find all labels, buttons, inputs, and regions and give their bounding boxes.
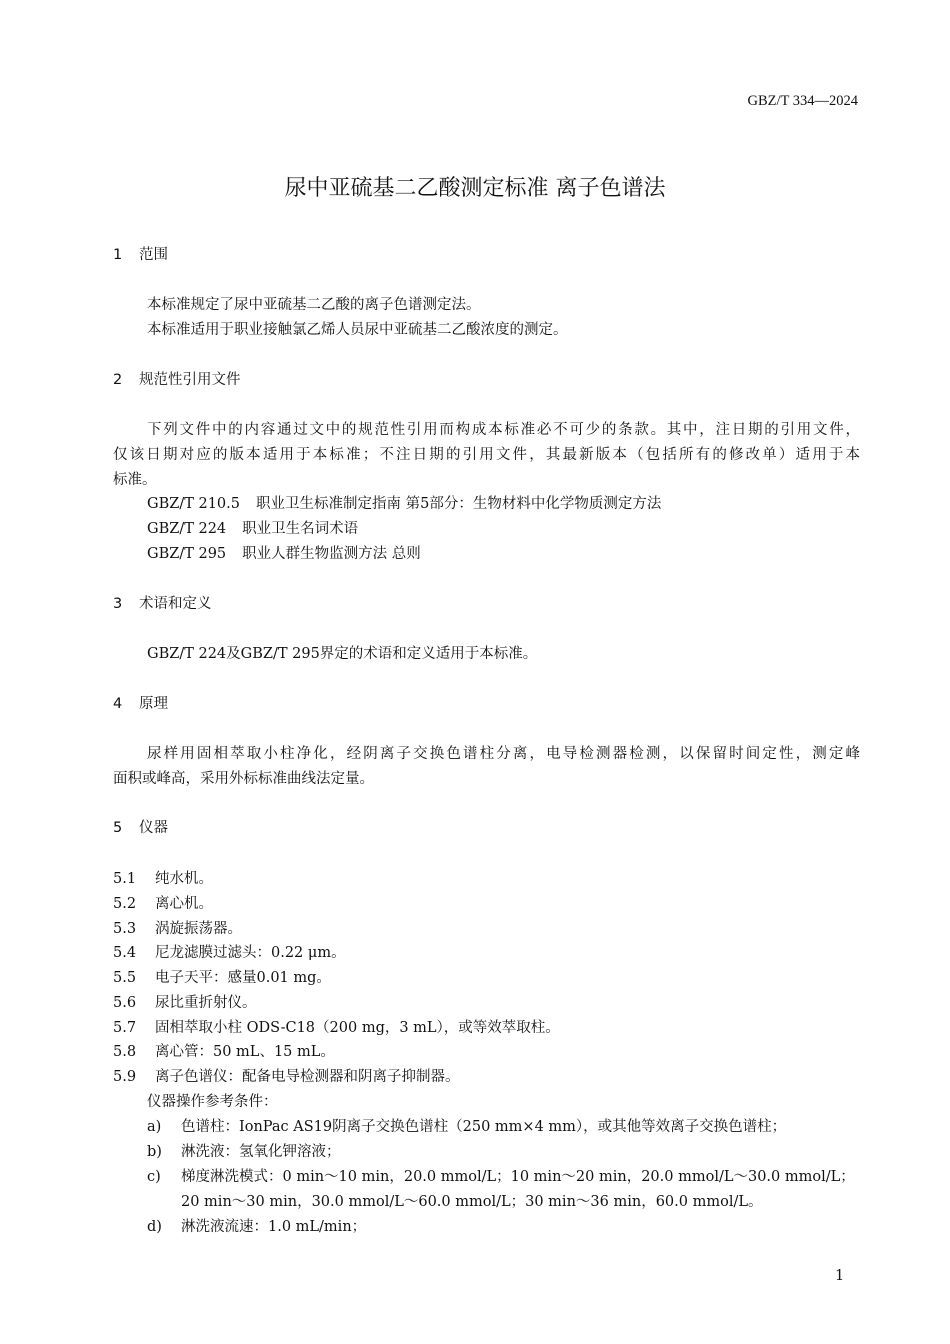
clause-number: 5.7 — [113, 1019, 137, 1036]
clause-text: 尿比重折射仪。 — [155, 994, 257, 1011]
paragraph-line: 尿样用固相萃取小柱净化，经阴离子交换色谱柱分离，电导检测器检测，以保留时间定性，测定峰 — [147, 746, 860, 762]
clause-number: 5.3 — [113, 920, 137, 937]
condition-item — [147, 1117, 786, 1137]
paragraph: 本标准规定了尿中亚硫基二乙酸的离子色谱测定法。 — [147, 297, 481, 313]
section-title: 规范性引用文件 — [139, 372, 241, 388]
paragraph: GBZ/T 224及GBZ/T 295界定的术语和定义适用于本标准。 — [147, 646, 538, 662]
reference-item — [147, 544, 421, 564]
condition-item — [147, 1217, 366, 1237]
clause-number: 5.1 — [113, 871, 137, 887]
instrument-clause — [113, 1067, 460, 1087]
reference-code: GBZ/T 224 — [147, 521, 227, 537]
item-text: 色谱柱：IonPac AS19阴离子交换色谱柱（250 mm×4 mm），或其他等效离子交换色谱柱； — [181, 1119, 787, 1135]
clause-number: 5.9 — [113, 1069, 137, 1085]
clause-number: 5.6 — [113, 994, 137, 1011]
reference-title: 职业卫生标准制定指南 第5部分：生物材料中化学物质测定方法 — [256, 496, 662, 512]
section-title: 范围 — [139, 247, 168, 263]
clause-text: 纯水机。 — [155, 871, 213, 887]
conditions-label: 仪器操作参考条件： — [147, 1094, 278, 1110]
condition-item — [147, 1167, 855, 1187]
reference-title: 职业人群生物监测方法 总则 — [242, 546, 421, 562]
condition-item-continuation: 20 min～30 min，30.0 mmol/L～60.0 mmol/L；30 min～36 min，60.0 mmol/L。 — [181, 1194, 763, 1210]
item-marker: b) — [147, 1144, 162, 1160]
section-number: 4 — [113, 696, 123, 712]
section-heading-normative-references — [113, 370, 241, 390]
clause-text: 离心管：50 mL、15 mL。 — [155, 1044, 335, 1061]
section-heading-terms — [113, 594, 212, 614]
section-title: 原理 — [139, 696, 168, 712]
clause-number: 5.4 — [113, 945, 137, 962]
item-text: 淋洗液：氢氧化钾溶液； — [181, 1144, 341, 1160]
section-heading-principle — [113, 694, 168, 714]
section-title: 术语和定义 — [139, 596, 212, 612]
item-marker: a) — [147, 1119, 162, 1135]
reference-item — [147, 519, 358, 539]
instrument-clause — [113, 919, 242, 939]
section-heading-instruments — [113, 818, 168, 838]
reference-title: 职业卫生名词术语 — [242, 521, 359, 537]
clause-text: 离心机。 — [155, 895, 213, 912]
instrument-clause — [113, 993, 257, 1013]
clause-text: 尼龙滤膜过滤头：0.22 μm。 — [155, 945, 346, 962]
clause-number: 5.5 — [113, 970, 137, 986]
item-marker: c) — [147, 1169, 161, 1185]
clause-text: 离子色谱仪：配备电导检测器和阴离子抑制器。 — [155, 1069, 460, 1085]
clause-text: 涡旋振荡器。 — [155, 920, 242, 937]
section-number: 5 — [113, 820, 123, 836]
instrument-clause — [113, 968, 331, 988]
section-heading-scope — [113, 245, 168, 265]
instrument-clause — [113, 943, 346, 963]
paragraph-line: 下列文件中的内容通过文中的规范性引用而构成本标准必不可少的条款。其中，注日期的引用文件， — [147, 422, 860, 438]
instrument-clause — [113, 1018, 560, 1038]
section-number: 1 — [113, 247, 123, 263]
standard-code: GBZ/T 334—2024 — [747, 93, 858, 109]
instrument-clause — [113, 1042, 335, 1062]
clause-text: 固相萃取小柱 ODS-C18（200 mg，3 mL），或等效萃取柱。 — [155, 1019, 560, 1036]
clause-number: 5.2 — [113, 895, 137, 912]
item-text: 淋洗液流速：1.0 mL/min； — [181, 1219, 367, 1235]
clause-number: 5.8 — [113, 1044, 137, 1061]
section-number: 2 — [113, 372, 123, 388]
paragraph: 本标准适用于职业接触氯乙烯人员尿中亚硫基二乙酸浓度的测定。 — [147, 322, 568, 338]
paragraph-line: 面积或峰高，采用外标标准曲线法定量。 — [113, 771, 374, 787]
paragraph-line: 仅该日期对应的版本适用于本标准；不注日期的引用文件，其最新版本（包括所有的修改单）适用于本 — [113, 447, 860, 463]
condition-item — [147, 1142, 341, 1162]
reference-code: GBZ/T 210.5 — [147, 496, 240, 512]
section-number: 3 — [113, 596, 123, 612]
paragraph-line: 标准。 — [113, 472, 157, 488]
instrument-clause — [113, 894, 213, 914]
clause-text: 电子天平：感量0.01 mg。 — [155, 970, 331, 986]
item-marker: d) — [147, 1219, 162, 1235]
page-title: 尿中亚硫基二乙酸测定标准 离子色谱法 — [284, 176, 666, 201]
instrument-clause — [113, 869, 213, 889]
section-title: 仪器 — [139, 820, 168, 836]
reference-code: GBZ/T 295 — [147, 546, 227, 562]
item-text: 梯度淋洗模式：0 min～10 min，20.0 mmol/L；10 min～20 min，20.0 mmol/L～30.0 mmol/L； — [181, 1169, 855, 1185]
page-number: 1 — [835, 1268, 845, 1284]
reference-item — [147, 494, 661, 514]
